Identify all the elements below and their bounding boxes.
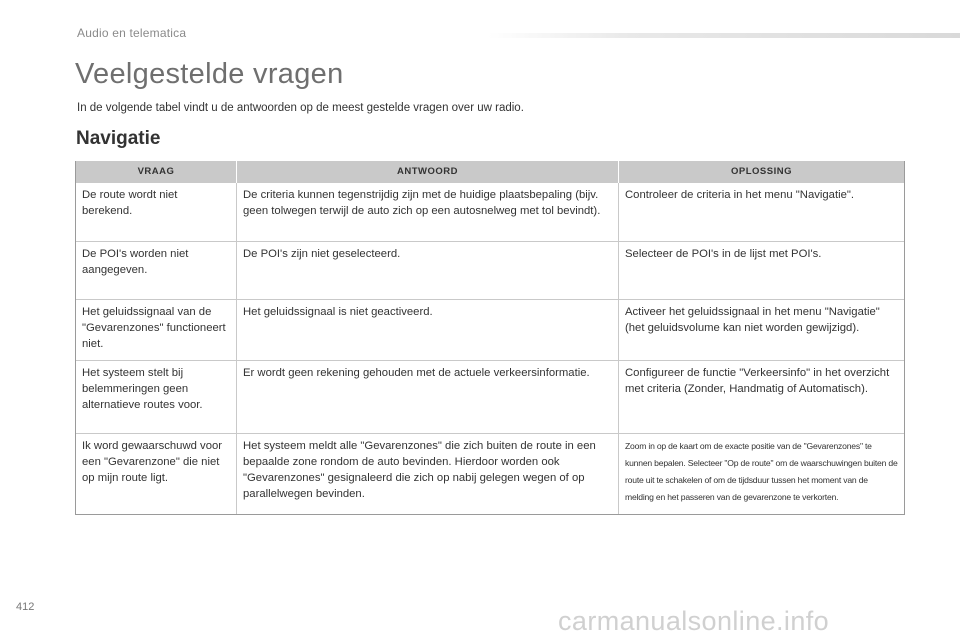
column-header-question: VRAAG [76, 161, 237, 183]
table-row [76, 360, 905, 433]
solution-cell: Configureer de functie "Verkeersinfo" in het overzicht met criteria (Zonder, Handmatig of Automatisch). [619, 360, 905, 433]
question-cell: Het geluidssignaal van de "Gevarenzones" functioneert niet. [76, 299, 237, 360]
table-row [76, 299, 905, 360]
table-header-row [76, 161, 905, 183]
question-cell: Ik word gewaarschuwd voor een "Gevarenzone" die niet op mijn route ligt. [76, 433, 237, 514]
answer-cell: Het systeem meldt alle "Gevarenzones" die zich buiten de route in een bepaalde zone rondom de auto bevinden. Hierdoor worden ook "Gevarenzones" gesignaleerd die zich op nabij gelegen wegen of op parallelwegen bevinden. [237, 433, 619, 514]
answer-cell: De criteria kunnen tegenstrijdig zijn met de huidige plaatsbepaling (bijv. geen tolwegen terwijl de auto zich op een autosnelweg met tol bevindt). [237, 183, 619, 241]
section-heading-navigatie: Navigatie [76, 128, 161, 149]
header-gradient-bar [488, 33, 960, 38]
question-cell: De POI's worden niet aangegeven. [76, 241, 237, 299]
section-label: Audio en telematica [77, 26, 187, 40]
column-header-solution: OPLOSSING [619, 161, 905, 183]
page-title: Veelgestelde vragen [75, 58, 344, 90]
table-row [76, 433, 905, 514]
solution-cell: Activeer het geluidssignaal in het menu "Navigatie" (het geluidsvolume kan niet worden gewijzigd). [619, 299, 905, 360]
intro-text: In de volgende tabel vindt u de antwoorden op de meest gestelde vragen over uw radio. [77, 102, 524, 114]
question-cell: De route wordt niet berekend. [76, 183, 237, 241]
solution-cell: Controleer de criteria in het menu "Navigatie". [619, 183, 905, 241]
solution-cell: Zoom in op de kaart om de exacte positie van de "Gevarenzones" te kunnen bepalen. Selecteer "Op de route" om de waarschuwingen buiten de route uit te schakelen of om de tijdsduur tussen het moment van de melding en het passeren van de gevarenzone te verkorten. [619, 433, 905, 514]
table-row [76, 241, 905, 299]
page-number: 412 [16, 601, 35, 613]
question-cell: Het systeem stelt bij belemmeringen geen alternatieve routes voor. [76, 360, 237, 433]
answer-cell: De POI's zijn niet geselecteerd. [237, 241, 619, 299]
answer-cell: Er wordt geen rekening gehouden met de actuele verkeersinformatie. [237, 360, 619, 433]
answer-cell: Het geluidssignaal is niet geactiveerd. [237, 299, 619, 360]
faq-table [75, 161, 905, 515]
watermark-text: carmanualsonline.info [558, 606, 830, 636]
solution-cell: Selecteer de POI's in de lijst met POI's. [619, 241, 905, 299]
column-header-answer: ANTWOORD [237, 161, 619, 183]
table-row [76, 183, 905, 241]
